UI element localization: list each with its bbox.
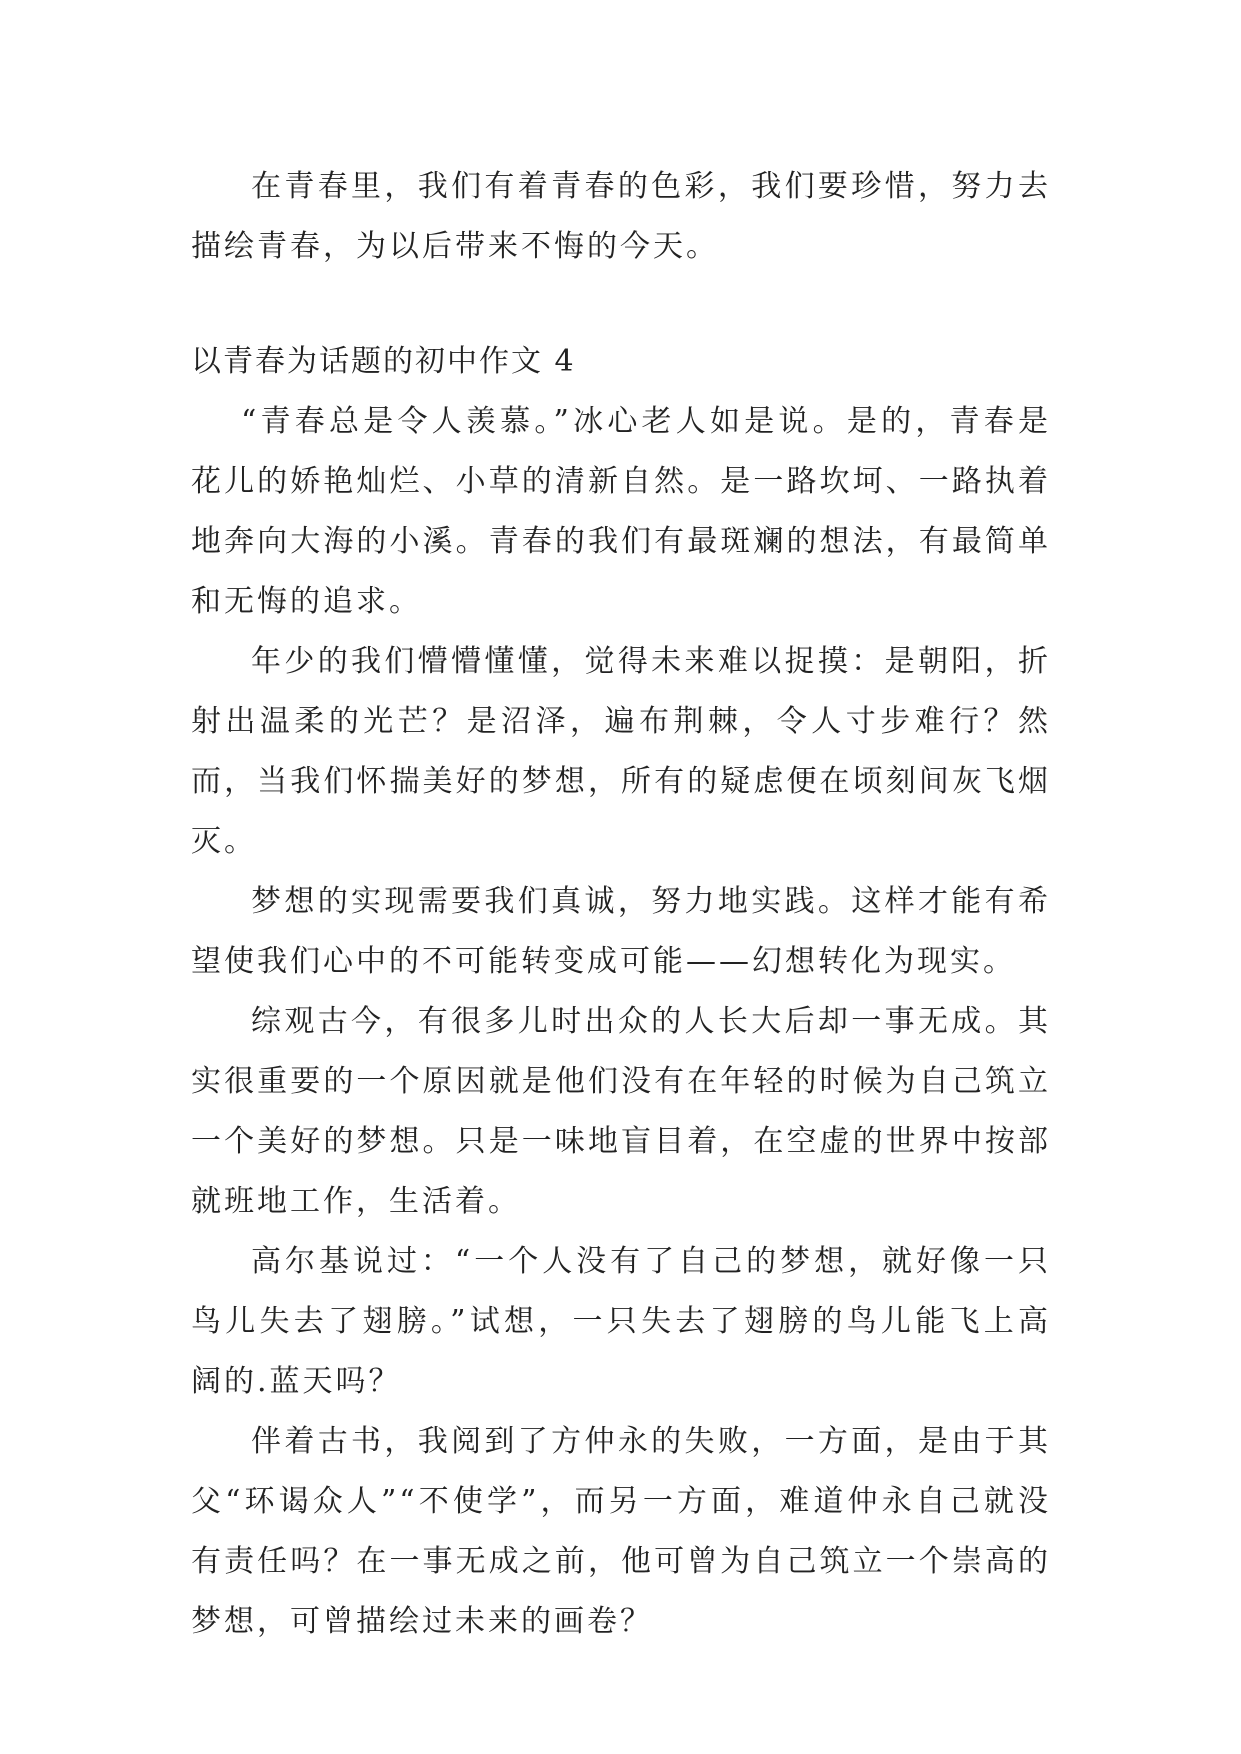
essay-paragraph: 梦想的实现需要我们真诚，努力地实践。这样才能有希望使我们心中的不可能转变成可能——幻想转化为现实。: [191, 884, 1051, 979]
intro-paragraph: 在青春里，我们有着青春的色彩，我们要珍惜，努力去描绘青春，为以后带来不悔的今天。: [191, 169, 1051, 264]
essay-paragraph: 年少的我们懵懵懂懂，觉得未来难以捉摸：是朝阳，折射出温柔的光芒？是沼泽，遍布荆棘，令人寸步难行？然而，当我们怀揣美好的梦想，所有的疑虑便在顷刻间灰飞烟灭。: [191, 644, 1051, 859]
essay-title: 以青春为话题的初中作文 4: [191, 344, 576, 379]
essay-paragraph: 综观古今，有很多儿时出众的人长大后却一事无成。其实很重要的一个原因就是他们没有在年轻的时候为自己筑立一个美好的梦想。只是一味地盲目着，在空虚的世界中按部就班地工作，生活着。: [191, 1004, 1051, 1219]
essay-paragraph: 高尔基说过：“一个人没有了自己的梦想，就好像一只鸟儿失去了翅膀。”试想，一只失去了翅膀的鸟儿能飞上高阔的.蓝天吗？: [191, 1244, 1051, 1399]
essay-paragraph: 伴着古书，我阅到了方仲永的失败，一方面，是由于其父“环谒众人”“不使学”，而另一方面，难道仲永自己就没有责任吗？在一事无成之前，他可曾为自己筑立一个崇高的梦想，可曾描绘过未来的画卷？: [191, 1424, 1051, 1639]
essay-body: [191, 392, 1051, 1652]
essay-paragraph: “青春总是令人羡慕。”冰心老人如是说。是的，青春是花儿的娇艳灿烂、小草的清新自然。是一路坎坷、一路执着地奔向大海的小溪。青春的我们有最斑斓的想法，有最简单和无悔的追求。: [191, 404, 1051, 619]
